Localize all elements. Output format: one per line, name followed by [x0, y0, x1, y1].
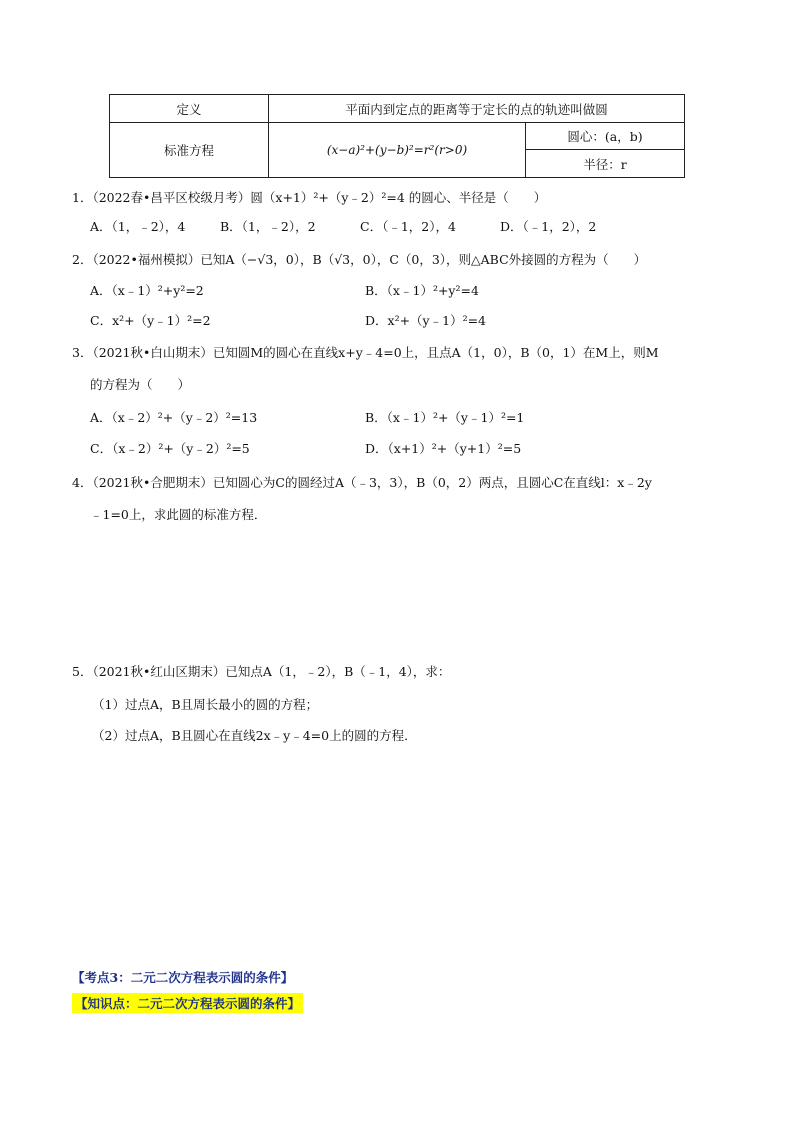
question-1-option-d: D．（﹣1，2），2: [500, 219, 597, 234]
table-center: 圆心：(a，b): [526, 123, 685, 150]
question-2-option-b: B．（x﹣1）²+y²=4: [365, 283, 479, 298]
table-standard-equation: (x−a)²+(y−b)²=r²(r>0): [269, 123, 526, 178]
section-heading-knowledge-point: 【知识点：二元二次方程表示圆的条件】: [72, 993, 303, 1013]
table-definition-text: 平面内到定点的距离等于定长的点的轨迹叫做圆: [269, 95, 685, 123]
question-3-option-c: C．（x﹣2）²+（y﹣2）²=5: [90, 441, 250, 456]
section-heading-kaodian: 【考点3：二元二次方程表示圆的条件】: [72, 970, 294, 985]
question-5-stem: 5．（2021秋•红山区期末）已知点A（1，﹣2），B（﹣1，4），求：: [72, 664, 451, 679]
question-1-option-a: A．（1，﹣2），4: [90, 219, 186, 234]
question-1-option-b: B．（1，﹣2），2: [220, 219, 316, 234]
question-1-option-c: C．（﹣1，2），4: [360, 219, 456, 234]
table-radius: 半径：r: [526, 150, 685, 178]
question-5-part-2: （2）过点A，B且圆心在直线2x﹣y﹣4=0上的圆的方程．: [92, 728, 417, 743]
question-3-option-b: B．（x﹣1）²+（y﹣1）²=1: [365, 410, 525, 425]
question-3-stem-line2: 的方程为（ ）: [90, 377, 191, 392]
table-header-standard-equation: 标准方程: [110, 123, 269, 178]
table-header-definition: 定义: [110, 95, 269, 123]
question-3-option-a: A．（x﹣2）²+（y﹣2）²=13: [90, 410, 258, 425]
question-3-stem-line1: 3．（2021秋•白山期末）已知圆M的圆心在直线x+y﹣4=0上，且点A（1，0），B（0，1）在M上，则M: [72, 345, 659, 360]
question-2-stem: 2．（2022•福州模拟）已知A（−√3，0），B（√3，0），C（0，3），则△ABC外接圆的方程为（ ）: [72, 252, 647, 267]
circle-definition-table: [109, 94, 685, 178]
question-4-stem-line1: 4．（2021秋•合肥期末）已知圆心为C的圆经过A（﹣3，3），B（0，2）两点，且圆心C在直线l：x﹣2y: [72, 475, 652, 490]
question-2-option-c: C．x²+（y﹣1）²=2: [90, 313, 211, 328]
question-1-stem: 1．（2022春•昌平区校级月考）圆（x+1）²+（y﹣2）²=4 的圆心、半径是（ ）: [72, 190, 547, 205]
question-3-option-d: D．（x+1）²+（y+1）²=5: [365, 441, 522, 456]
question-2-option-d: D．x²+（y﹣1）²=4: [365, 313, 487, 328]
question-4-stem-line2: ﹣1=0上，求此圆的标准方程．: [90, 507, 267, 522]
question-5-part-1: （1）过点A，B且周长最小的圆的方程；: [92, 697, 319, 712]
question-2-option-a: A．（x﹣1）²+y²=2: [90, 283, 204, 298]
